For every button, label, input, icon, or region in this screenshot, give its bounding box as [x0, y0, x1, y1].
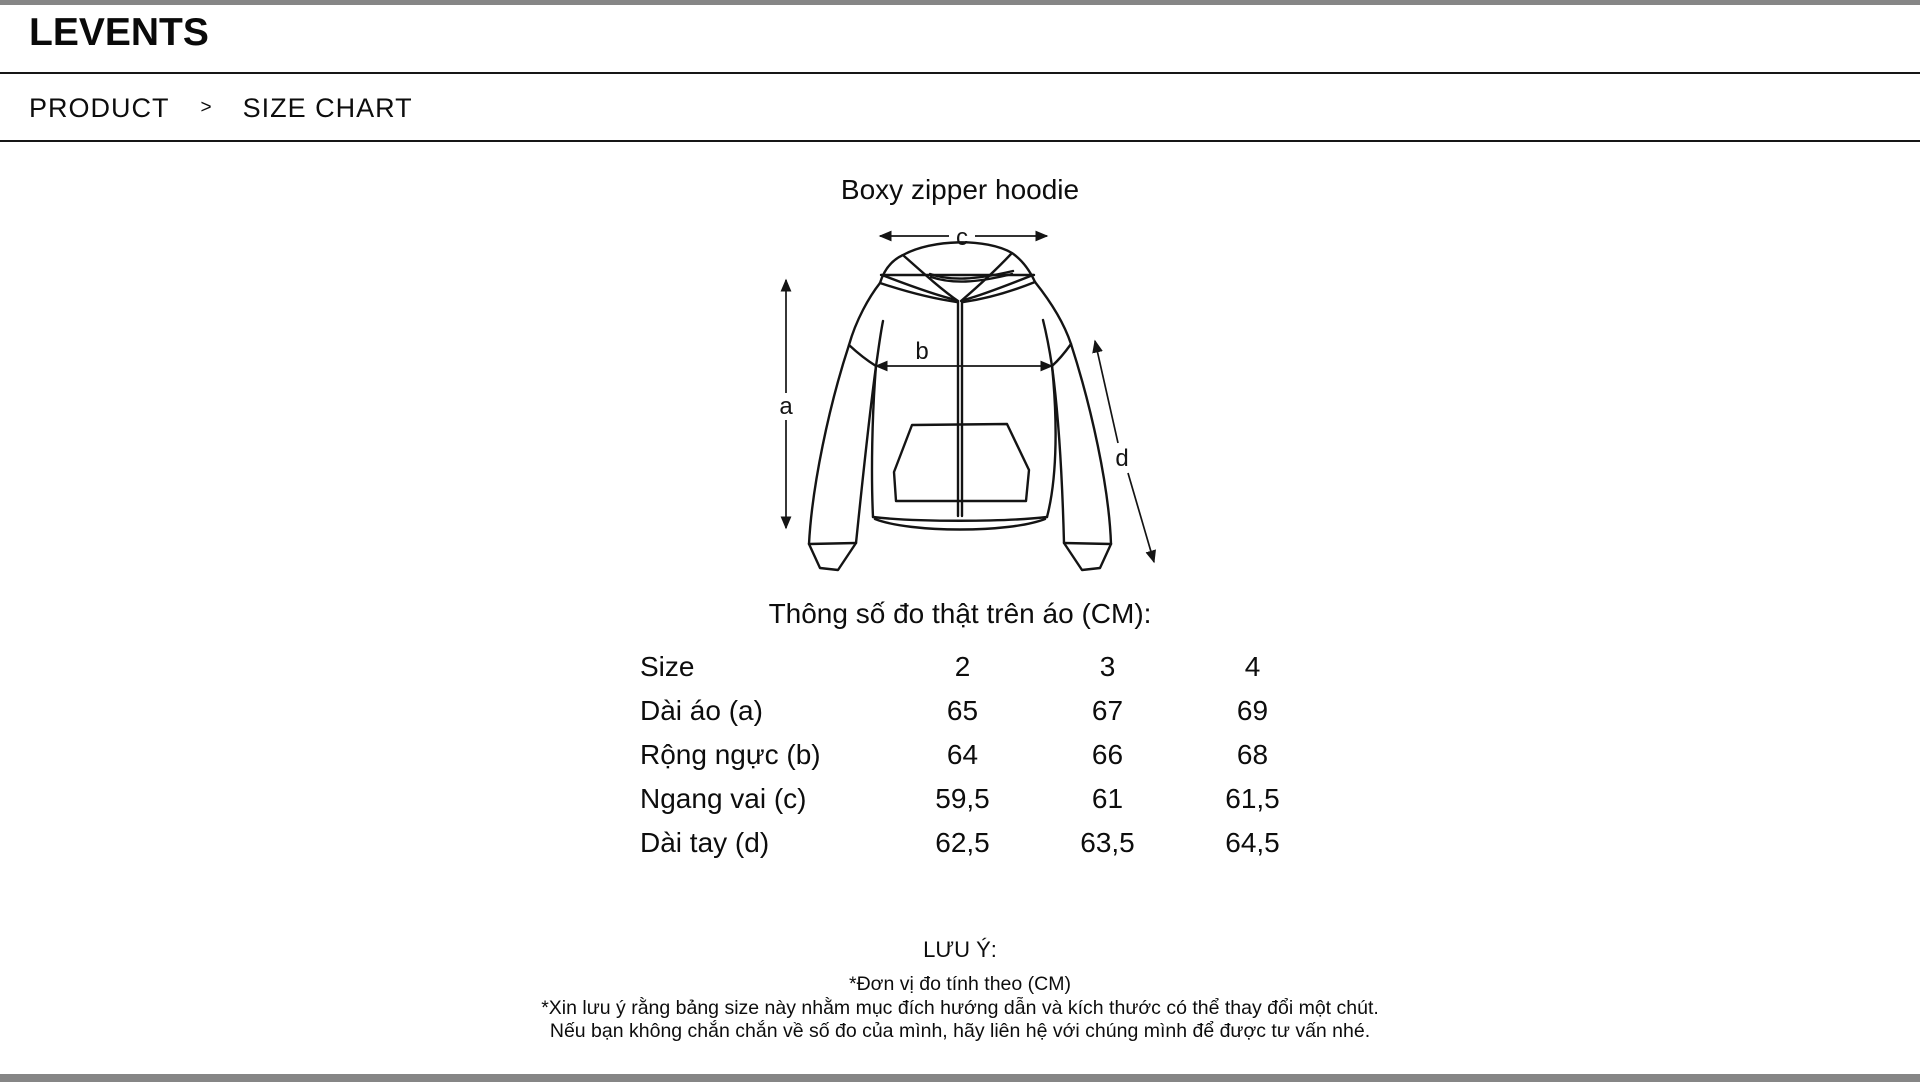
- measure-label-a: a: [779, 393, 793, 420]
- breadcrumb-separator-icon: >: [200, 97, 212, 118]
- breadcrumb: [29, 92, 413, 124]
- size-table-header-row: [640, 645, 1330, 689]
- header-divider-line: [0, 72, 1920, 74]
- cell-value: 64,5: [1225, 827, 1280, 858]
- note-line: Nếu bạn không chắn chắn về số đo của mình, hãy liên hệ với chúng mình để được tư vấn nhé.: [549, 1020, 1371, 1042]
- row-label: Dài tay (d): [640, 827, 770, 858]
- breadcrumb-item-product[interactable]: PRODUCT: [29, 93, 170, 123]
- column-header: Size: [640, 651, 695, 682]
- column-header: 3: [1099, 651, 1116, 682]
- table-row: [640, 689, 1330, 733]
- cell-value: 61,5: [1225, 783, 1280, 814]
- notes-heading: LƯU Ý:: [923, 937, 997, 962]
- cell-value: 64: [946, 739, 979, 770]
- cell-value: 69: [1236, 695, 1269, 726]
- table-row: [640, 777, 1330, 821]
- breadcrumb-item-size-chart[interactable]: SIZE CHART: [242, 93, 413, 123]
- arrow-d: [1128, 473, 1154, 562]
- row-label: Dài áo (a): [640, 695, 763, 726]
- column-header: 4: [1244, 651, 1261, 682]
- row-label: Ngang vai (c): [640, 783, 807, 814]
- measure-label-c: c: [956, 224, 968, 251]
- cell-value: 68: [1236, 739, 1269, 770]
- measurement-labels: [779, 224, 1128, 472]
- measure-label-d: d: [1115, 445, 1129, 472]
- cell-value: 59,5: [935, 783, 990, 814]
- row-label: Rộng ngực (b): [640, 739, 821, 770]
- note-line: *Xin lưu ý rằng bảng size này nhằm mục đích hướng dẫn và kích thước có thể thay đổi một chút.: [541, 996, 1379, 1019]
- cell-value: 62,5: [935, 827, 990, 858]
- measure-label-b: b: [915, 338, 929, 365]
- brand-logo[interactable]: LEVENTS: [29, 11, 209, 54]
- table-row: [640, 821, 1330, 865]
- cell-value: 66: [1091, 739, 1124, 770]
- breadcrumb-divider-line: [0, 140, 1920, 142]
- cell-value: 67: [1091, 695, 1124, 726]
- arrow-d: [1095, 341, 1118, 443]
- cell-value: 61: [1091, 783, 1124, 814]
- page-title: Boxy zipper hoodie: [840, 174, 1080, 205]
- column-header: 2: [954, 651, 971, 682]
- cell-value: 65: [946, 695, 979, 726]
- size-table: [640, 645, 1330, 865]
- hoodie-measurement-diagram: [770, 210, 1190, 588]
- spec-heading: Thông số đo thật trên áo (CM):: [768, 598, 1152, 629]
- cell-value: 63,5: [1080, 827, 1135, 858]
- notes-section: [0, 936, 1920, 1044]
- top-accent-bar: [0, 0, 1920, 5]
- note-line: *Đơn vị đo tính theo (CM): [849, 973, 1071, 995]
- bottom-accent-bar: [0, 1074, 1920, 1082]
- measurement-arrows: [786, 236, 1154, 562]
- table-row: [640, 733, 1330, 777]
- hoodie-line-art: [809, 242, 1111, 570]
